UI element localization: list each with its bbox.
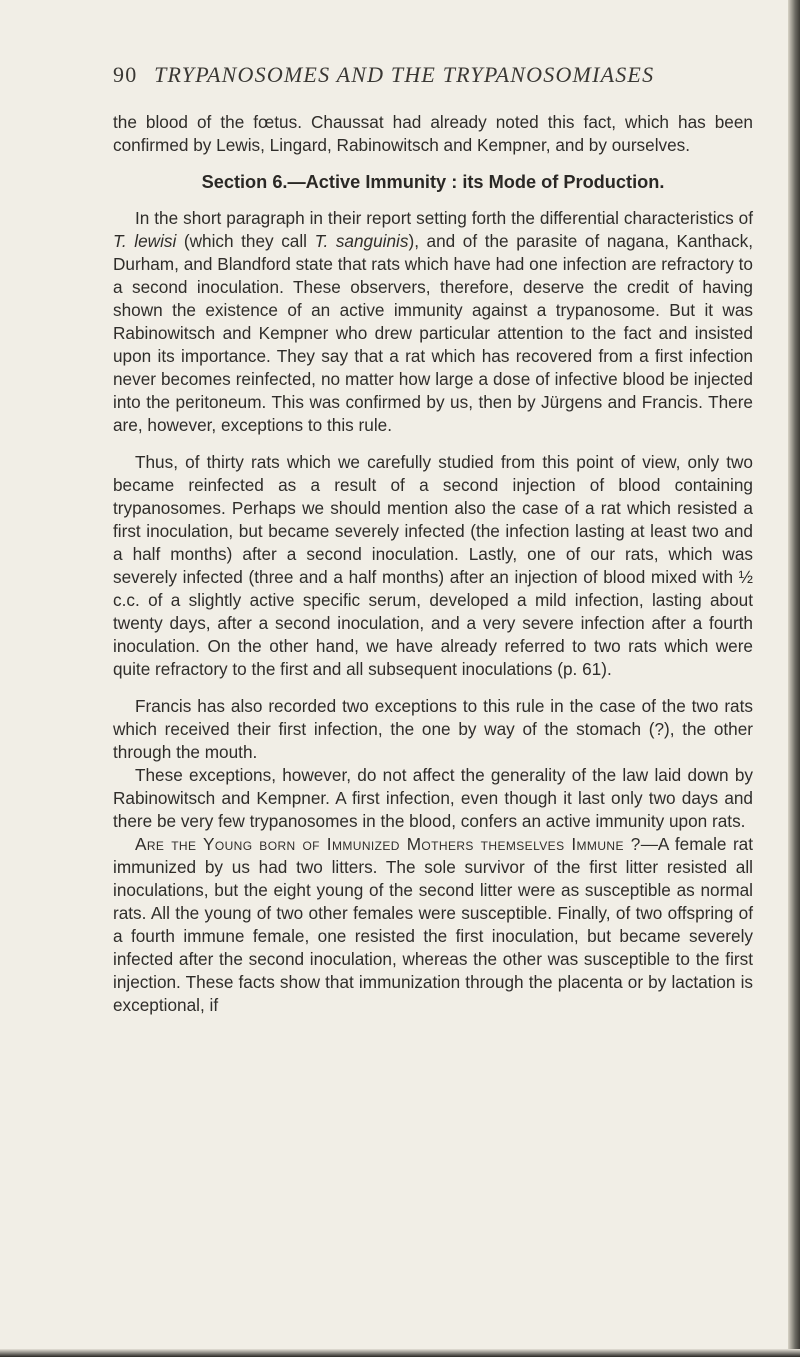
paragraph-exceptions: These exceptions, however, do not affect the generality of the law laid down by Rabinowitsch and Kempner. A first infection, even though it last only two days and there be very few trypanosomes in the blood, confers an active immunity upon rats. [113,765,753,831]
species-name: T. lewisi [113,231,177,251]
book-spine-edge [788,0,800,1357]
paragraph-continuation: the blood of the fœtus. Chaussat had already noted this fact, which has been confirmed by Lewis, Lingard, Rabinowitsch and Kempner, and by ourselves. [113,112,753,155]
paragraph-gap [113,681,753,695]
page-number: 90 [113,62,138,87]
page-bottom-edge [0,1349,800,1357]
paragraph-thirty-rats: Thus, of thirty rats which we carefully studied from this point of view, only two became reinfected as a result of a second injection of blood containing trypanosomes. Perhaps we should mention also the case of a rat which resisted a first inoculation, but became severely infected (the infection lasting at least two and a half months) after a second inoculation. Lastly, one of our rats, which was severely infected (three and a half months) after an injection of blood mixed with ½ c.c. of a slightly active specific serum, developed a mild infection, lasting about twenty days, after a second inoculation, and a very severe infection after a fourth inoculation. On the other hand, we have already referred to two rats which were quite refractory to the first and all subsequent inoculations (p. 61). [113,452,753,679]
paragraph-gap [113,437,753,451]
body-text [113,111,753,1017]
paragraph-immunized-mothers [113,833,753,1017]
paragraph-francis: Francis has also recorded two exceptions to this rule in the case of the two rats which received their first infection, the one by way of the stomach (?), the other through the mouth. [113,696,753,762]
run-in-heading: Are the Young born of Immunized Mothers themselves Immune ? [135,834,641,854]
text-run: ), and of the parasite of nagana, Kanthack, Durham, and Blandford state that rats which have had one infection are refractory to a second inoculation. These observers, therefore, deserve the credit of having shown the existence of an active immunity against a trypanosome. But it was Rabinowitsch and Kempner who drew particular attention to the fact and insisted upon its importance. They say that a rat which has recovered from a first infection never becomes reinfected, no matter how large a dose of infective blood be injected into the peritoneum. This was confirmed by us, then by Jürgens and Francis. There are, however, exceptions to this rule. [113,231,753,435]
text-run: (which they call [176,231,315,251]
running-head [113,62,654,88]
paragraph-kanthack [113,207,753,437]
text-run: —A female rat immunized by us had two litters. The sole survivor of the first litter resisted all inoculations, but the eight young of the second litter were as susceptible as normal rats. All the young of two other females were susceptible. Finally, of two offspring of a fourth immune female, one resisted the first inoculation, but became severely infected after the second inoculation, whereas the other was susceptible to the first injection. These facts show that immunization through the placenta or by lactation is exceptional, if [113,834,753,1015]
section-heading: Section 6.—Active Immunity : its Mode of Production. [201,172,665,192]
species-name: T. sanguinis [314,231,409,251]
text-run: In the short paragraph in their report setting forth the differential characteristics of [135,208,753,228]
running-title: TRYPANOSOMES AND THE TRYPANOSOMIASES [154,62,655,87]
